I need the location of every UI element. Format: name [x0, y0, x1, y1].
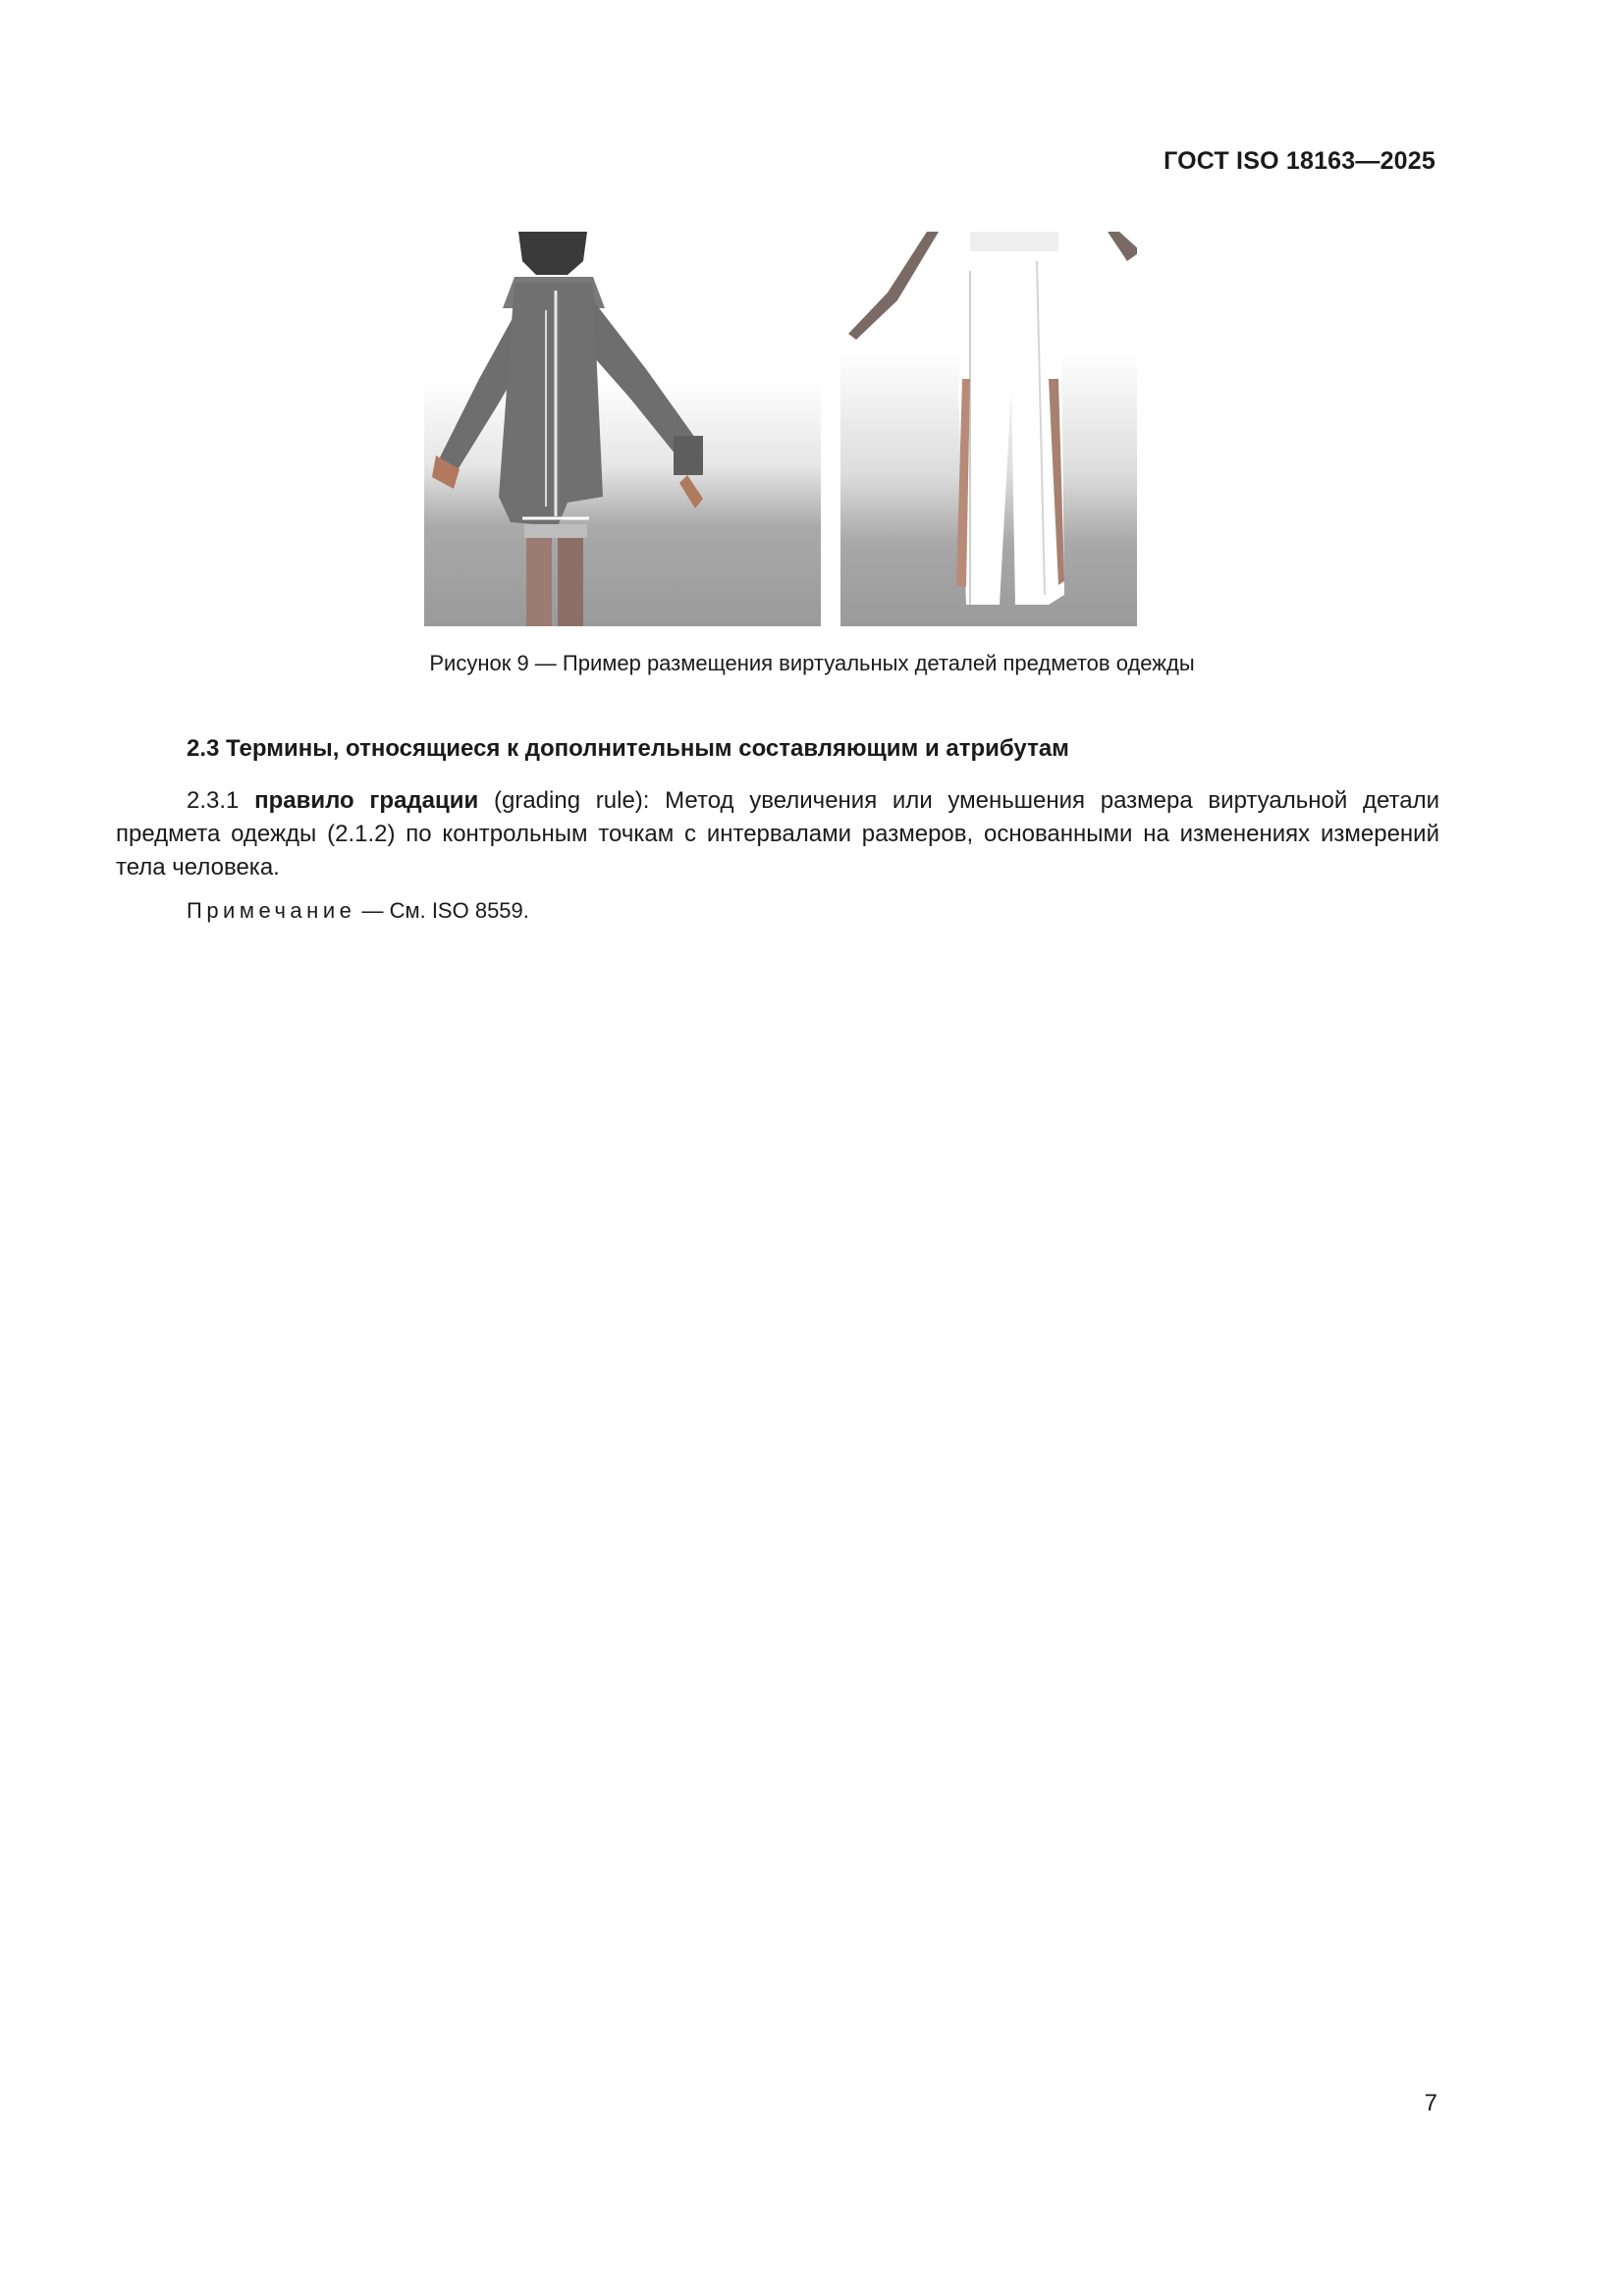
section-heading: 2.3 Термины, относящиеся к дополнительным составляющим и атрибутам	[187, 735, 1069, 762]
figure-9-image	[420, 232, 1137, 626]
term-definition: Метод увеличения или уменьшения размера виртуальной детали предмета одежды (2.1.2) по контрольным точкам с интервалами размеров, основанными на изменениях измерений тела человека.	[116, 787, 1440, 881]
figure-caption: Рисунок 9 — Пример размещения виртуальных деталей предметов одежды	[429, 651, 1195, 675]
term-number: 2.3.1	[187, 787, 240, 814]
note-text: — См. ISO 8559.	[361, 898, 529, 923]
term-name: правило градации	[254, 787, 479, 814]
document-header-code: ГОСТ ISO 18163—2025	[1164, 147, 1435, 175]
page-number: 7	[1424, 2090, 1437, 2116]
note	[187, 898, 529, 924]
note-label: Примечание	[187, 898, 356, 923]
avatar-trousers-illustration	[840, 232, 1137, 626]
term-english: (grading rule):	[494, 787, 650, 814]
avatar-jacket-illustration	[424, 232, 821, 626]
term-definition-paragraph	[116, 784, 1439, 884]
